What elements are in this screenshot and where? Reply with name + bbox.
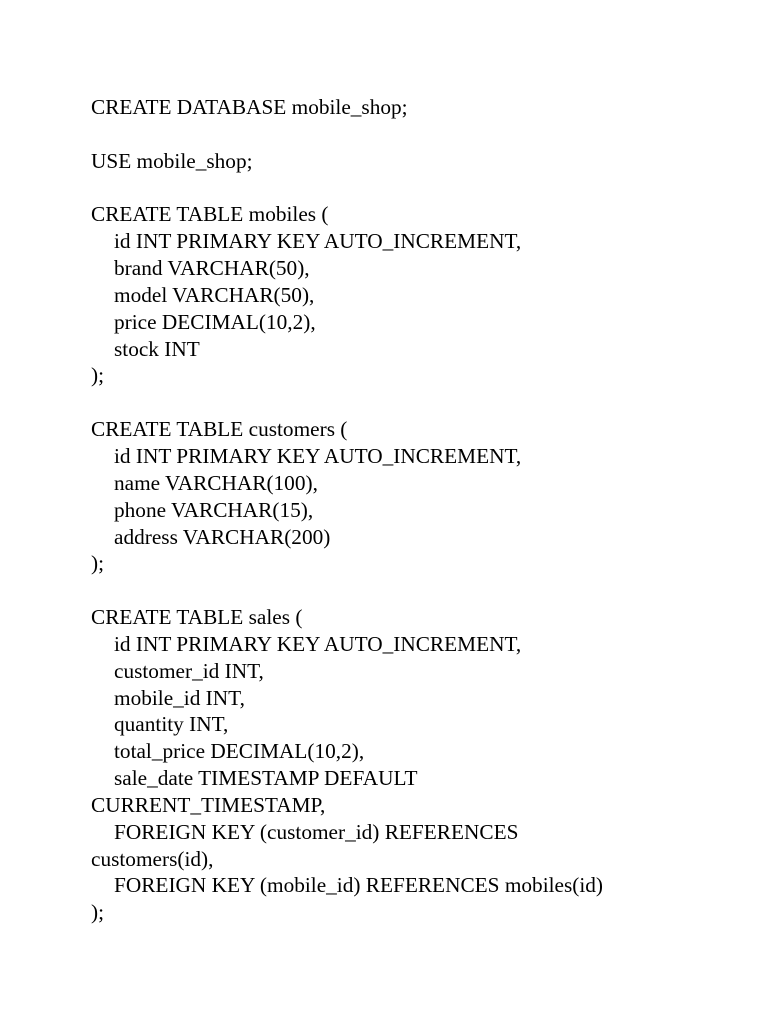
customers-column-phone: phone VARCHAR(15), [114, 497, 314, 522]
sales-sale-date-default-wrap: CURRENT_TIMESTAMP, [91, 792, 326, 817]
create-table-sales: CREATE TABLE sales ( [91, 605, 303, 630]
sales-foreign-key-mobile: FOREIGN KEY (mobile_id) REFERENCES mobiles(id) [114, 873, 604, 898]
mobiles-table-close: ); [91, 363, 105, 388]
sales-table-close: ); [91, 900, 105, 925]
customers-table-close: ); [91, 551, 105, 576]
mobiles-column-brand: brand VARCHAR(50), [114, 256, 310, 281]
customers-column-id: id INT PRIMARY KEY AUTO_INCREMENT, [114, 443, 522, 468]
create-database-statement: CREATE DATABASE mobile_shop; [91, 95, 408, 119]
sales-foreign-key-customer: FOREIGN KEY (customer_id) REFERENCES [114, 819, 519, 844]
mobiles-column-id: id INT PRIMARY KEY AUTO_INCREMENT, [114, 229, 522, 254]
sales-column-mobile-id: mobile_id INT, [114, 685, 245, 710]
mobiles-column-stock: stock INT [114, 336, 200, 361]
blank-line [91, 577, 731, 604]
mobiles-column-model: model VARCHAR(50), [114, 282, 315, 307]
use-database-statement: USE mobile_shop; [91, 148, 253, 173]
sales-column-sale-date: sale_date TIMESTAMP DEFAULT [114, 766, 418, 791]
blank-line [91, 389, 731, 416]
sql-code-block [91, 94, 731, 926]
sales-foreign-key-customer-wrap: customers(id), [91, 846, 214, 871]
customers-column-address: address VARCHAR(200) [114, 524, 331, 549]
mobiles-column-price: price DECIMAL(10,2), [114, 309, 316, 334]
customers-column-name: name VARCHAR(100), [114, 470, 318, 495]
sales-column-id: id INT PRIMARY KEY AUTO_INCREMENT, [114, 631, 522, 656]
sales-column-customer-id: customer_id INT, [114, 658, 264, 683]
sales-column-total-price: total_price DECIMAL(10,2), [114, 739, 365, 764]
blank-line [91, 121, 731, 148]
sales-column-quantity: quantity INT, [114, 712, 229, 737]
create-table-mobiles: CREATE TABLE mobiles ( [91, 202, 329, 227]
create-table-customers: CREATE TABLE customers ( [91, 417, 348, 442]
blank-line [91, 175, 731, 202]
